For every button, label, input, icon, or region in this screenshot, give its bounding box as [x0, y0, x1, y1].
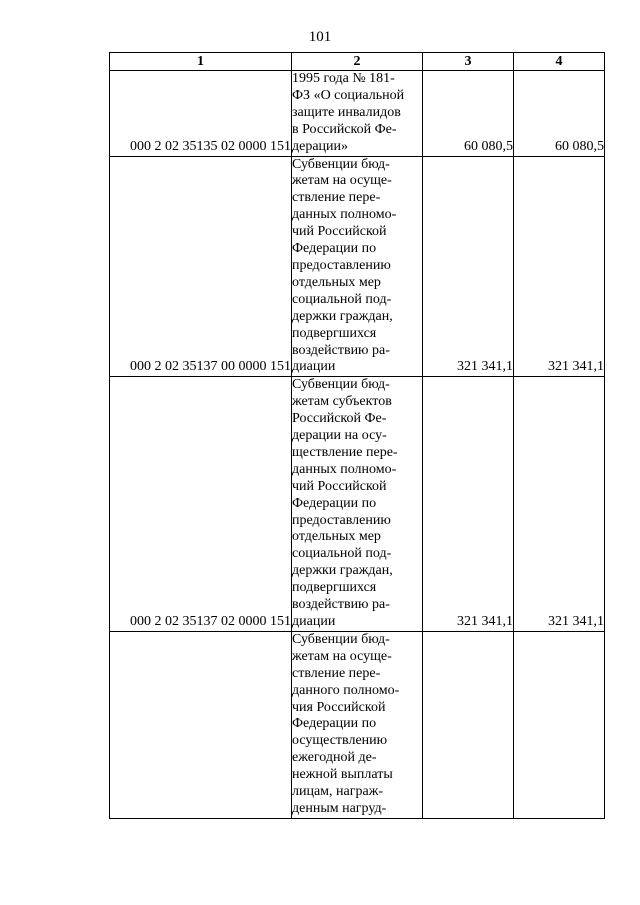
row-code [110, 631, 292, 818]
table-row [110, 156, 605, 377]
row-value-col4: 321 341,1 [514, 377, 605, 632]
header-col-2: 2 [292, 53, 423, 71]
row-value-col4: 321 341,1 [514, 156, 605, 377]
row-value-col4: 60 080,5 [514, 71, 605, 157]
row-code: 000 2 02 35135 02 0000 151 [110, 71, 292, 157]
table-row [110, 377, 605, 632]
budget-table [109, 52, 605, 819]
page-number: 101 [308, 29, 332, 45]
row-value-col4 [514, 631, 605, 818]
row-description: Субвенции бюд- жетам на осуще- ствление пере- данного полномо- чия Российской Федерации по осуществлению ежегодной де- нежной выплаты лицам, награж- денным нагруд- [292, 631, 423, 818]
row-description: 1995 года № 181- ФЗ «О социальной защите инвалидов в Российской Фе- дерации» [292, 71, 423, 157]
row-description: Субвенции бюд- жетам субъектов Российской Фе- дерации на осу- ществление пере- данных полномо- чий Российской Федерации по предоставлению отдельных мер социальной под- держки граждан, подвергшихся воздействию ра- диации [292, 377, 423, 632]
row-value-col3: 60 080,5 [423, 71, 514, 157]
row-value-col3: 321 341,1 [423, 156, 514, 377]
row-code: 000 2 02 35137 02 0000 151 [110, 377, 292, 632]
table-row [110, 631, 605, 818]
row-code: 000 2 02 35137 00 0000 151 [110, 156, 292, 377]
header-col-1: 1 [110, 53, 292, 71]
row-value-col3: 321 341,1 [423, 377, 514, 632]
table-header-row [110, 53, 605, 71]
table-row [110, 71, 605, 157]
row-description: Субвенции бюд- жетам на осуще- ствление пере- данных полномо- чий Российской Федерации по предоставлению отдельных мер социальной под- держки граждан, подвергшихся воздействию ра- диации [292, 156, 423, 377]
header-col-3: 3 [423, 53, 514, 71]
header-col-4: 4 [514, 53, 605, 71]
row-value-col3 [423, 631, 514, 818]
